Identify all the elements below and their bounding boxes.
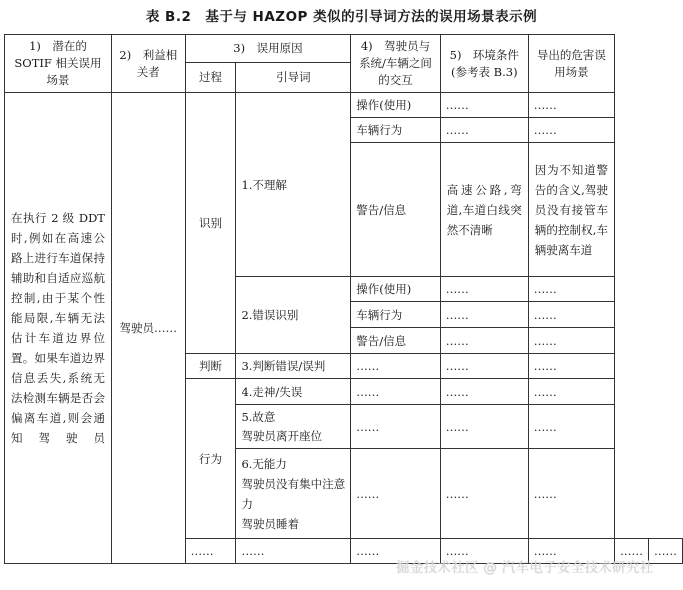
hazard-ellipsis: …… (649, 539, 683, 564)
guideword-6-line1: 6.无能力 (241, 456, 287, 471)
stakeholder-ellipsis: …… (236, 539, 351, 564)
scenario-ellipsis: …… (185, 539, 236, 564)
scenario-cell: 在执行 2 级 DDT 时,例如在高速公路上进行车道保持辅助和自适应巡航控制,由于某个性能局限,车辆无法估计车道边界位置。如果车道边界信息丢失,系统无法检测车辆是否会偏离车道,则会通知驾驶员 (5, 93, 112, 564)
interaction-operation: 操作(使用) (351, 277, 441, 302)
interaction-cell: …… (351, 449, 441, 539)
guideword-2: 2.错误识别 (236, 277, 351, 354)
stakeholder-cell: 驾驶员…… (111, 93, 185, 564)
misuse-scenario-table (4, 34, 683, 564)
environment-ellipsis: …… (615, 539, 649, 564)
interaction-warning: 警告/信息 (351, 143, 441, 277)
interaction-ellipsis: …… (528, 539, 614, 564)
environment-cell: …… (440, 449, 528, 539)
guideword-6 (236, 449, 351, 539)
guideword-5-line2: 驾驶员离开座位 (241, 428, 322, 443)
guideword-6-line2: 驾驶员没有集中注意力 (241, 476, 346, 511)
hazard-cell: …… (528, 93, 614, 118)
environment-cell: …… (440, 354, 528, 379)
header-stakeholder: 2) 利益相关者 (111, 35, 185, 93)
environment-cell: …… (440, 118, 528, 143)
guideword-5-line1: 5.故意 (241, 409, 276, 424)
hazard-cell: …… (528, 379, 614, 405)
environment-cell: …… (440, 405, 528, 449)
guideword-3: 3.判断错误/误判 (236, 354, 351, 379)
process-act: 行为 (185, 379, 236, 539)
hazard-cell: …… (528, 118, 614, 143)
interaction-operation: 操作(使用) (351, 93, 441, 118)
hazard-cell: …… (528, 405, 614, 449)
interaction-cell: …… (351, 405, 441, 449)
header-cause: 3) 误用原因 (185, 35, 351, 63)
header-interaction: 4) 驾驶员与系统/车辆之间的交互 (351, 35, 441, 93)
guideword-6-line3: 驾驶员睡着 (241, 516, 299, 531)
process-identify: 识别 (185, 93, 236, 354)
environment-highway: 高速公路,弯道,车道白线突然不清晰 (440, 143, 528, 277)
environment-cell: …… (440, 277, 528, 302)
environment-cell: …… (440, 93, 528, 118)
environment-cell: …… (440, 328, 528, 354)
header-process: 过程 (185, 63, 236, 93)
watermark: 掘金技术社区 @ 汽车电子安全技术研究社 (396, 560, 654, 576)
hazard-derived: 因为不知道警告的含义,驾驶员没有接管车辆的控制权,车辆驶离车道 (528, 143, 614, 277)
guideword-1: 1.不理解 (236, 93, 351, 277)
interaction-behavior: 车辆行为 (351, 118, 441, 143)
header-scenario: 1) 潜在的 SOTIF 相关误用场景 (5, 35, 112, 93)
environment-cell: …… (440, 302, 528, 328)
guideword-5 (236, 405, 351, 449)
interaction-warning: 警告/信息 (351, 328, 441, 354)
table-title: 表 B.2 基于与 HAZOP 类似的引导词方法的误用场景表示例 (145, 9, 538, 25)
process-ellipsis: …… (351, 539, 441, 564)
process-judge: 判断 (185, 354, 236, 379)
hazard-cell: …… (528, 302, 614, 328)
header-hazard: 导出的危害误用场景 (528, 35, 614, 93)
hazard-cell: …… (528, 277, 614, 302)
header-guideword: 引导词 (236, 63, 351, 93)
guideword-ellipsis: …… (440, 539, 528, 564)
environment-cell: …… (440, 379, 528, 405)
hazard-cell: …… (528, 354, 614, 379)
header-environment: 5) 环境条件(参考表 B.3) (440, 35, 528, 93)
guideword-4: 4.走神/失误 (236, 379, 351, 405)
interaction-cell: …… (351, 379, 441, 405)
hazard-cell: …… (528, 449, 614, 539)
interaction-behavior: 车辆行为 (351, 302, 441, 328)
interaction-cell: …… (351, 354, 441, 379)
hazard-cell: …… (528, 328, 614, 354)
